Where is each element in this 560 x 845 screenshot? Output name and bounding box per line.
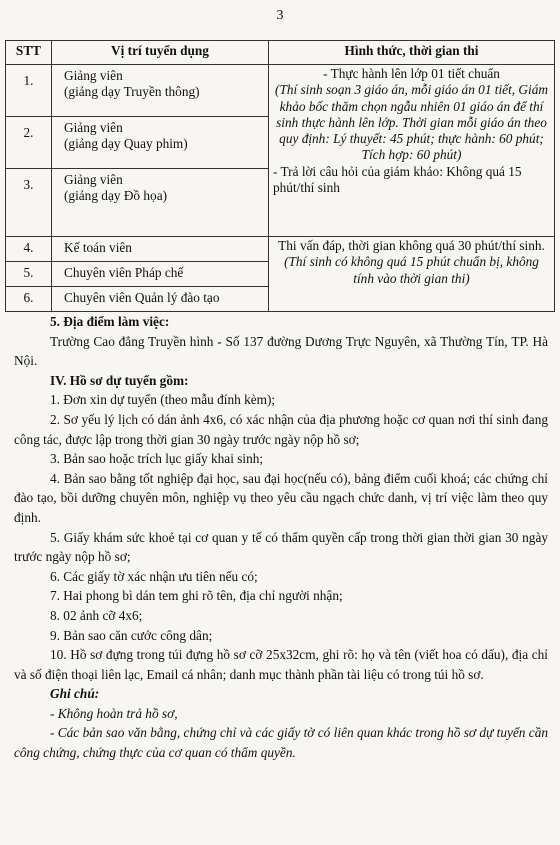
header-stt: STT — [6, 41, 52, 65]
position-subtitle: (giảng dạy Quay phim) — [64, 136, 188, 152]
doc-item-10: 10. Hồ sơ đựng trong túi đựng hồ sơ cỡ 25x32cm, ghi rõ: họ và tên (viết hoa có dấu), địa chỉ và số điện thoại liên lạc, Email cá nhân; danh mục thành phần tài liệu có trong túi hồ sơ. — [14, 647, 548, 682]
row-stt: 1. — [6, 65, 52, 117]
exam-form-practice-note: (Thí sinh soạn 3 giáo án, mỗi giáo án 01 tiết, Giám khảo bốc thăm chọn ngẫu nhiên 01 giáo án để thí sinh thực hành lên lớp. Thời gian mỗi giáo án theo quy định: Lý thuyết: 45 phút; thực hành: 60 phút; Tích hợp: 60 phút) — [275, 82, 548, 163]
exam-form-oral: Thi vấn đáp, thời gian không quá 30 phút/thí sinh. — [278, 238, 545, 253]
doc-item-4: 4. Bản sao bằng tốt nghiệp đại học, sau đại học(nếu có), bảng điểm cuối khoá; các chứng chỉ đào tạo, bồi dưỡng chuyên môn, nghiệp vụ theo yêu cầu ngạch chức danh, vị trí việc làm theo quy định. — [14, 470, 548, 525]
row-position — [52, 237, 269, 262]
position-title: Giảng viên — [64, 120, 123, 135]
document-body — [14, 312, 548, 763]
exam-form-practice: - Thực hành lên lớp 01 tiết chuẩn — [323, 66, 500, 81]
exam-form-specialists — [269, 237, 555, 312]
row-position — [52, 287, 269, 312]
section-iv-heading: IV. Hồ sơ dự tuyển gồm: — [50, 372, 189, 388]
row-stt: 3. — [6, 169, 52, 237]
section-5-heading: 5. Địa điểm làm việc: — [50, 314, 170, 329]
page-number: 3 — [276, 8, 284, 23]
position-title: Chuyên viên Pháp chế — [64, 265, 184, 280]
exam-form-lecturers — [269, 65, 555, 237]
doc-item-5: 5. Giấy khám sức khoẻ tại cơ quan y tế có thẩm quyền cấp trong thời gian thời gian 30 ngày trước ngày nộp hồ sơ; — [14, 529, 548, 565]
row-position — [52, 117, 269, 169]
position-title: Chuyên viên Quản lý đào tạo — [64, 290, 220, 305]
doc-item-7: 7. Hai phong bì dán tem ghi rõ tên, địa chỉ người nhận; — [50, 588, 343, 604]
position-title: Kế toán viên — [64, 240, 132, 255]
row-position — [52, 65, 269, 117]
header-position: Vị trí tuyển dụng — [52, 41, 269, 65]
workplace-address: Trường Cao đẳng Truyền hình - Số 137 đường Dương Trực Nguyên, xã Thường Tín, TP. Hà Nội. — [14, 333, 548, 369]
position-subtitle: (giảng dạy Truyền thông) — [64, 84, 200, 100]
row-stt: 6. — [6, 287, 52, 312]
doc-item-2: 2. Sơ yếu lý lịch có dán ảnh 4x6, có xác nhận của địa phương hoặc cơ quan nơi thí sinh đang công tác, được lập trong thời gian 30 ngày trước ngày nộp hồ sơ; — [14, 411, 548, 447]
exam-form-oral-note: (Thí sinh có không quá 15 phút chuẩn bị, không tính vào thời gian thi) — [284, 254, 539, 286]
note-item-1: - Không hoàn trả hồ sơ, — [50, 705, 178, 721]
position-title: Giảng viên — [64, 172, 123, 187]
recruitment-table — [5, 40, 555, 312]
doc-item-8: 8. 02 ảnh cỡ 4x6; — [50, 607, 143, 623]
note-heading: Ghi chú: — [50, 686, 100, 702]
row-stt: 5. — [6, 262, 52, 287]
doc-item-3: 3. Bản sao hoặc trích lục giấy khai sinh; — [50, 451, 264, 467]
position-title: Giảng viên — [64, 68, 123, 83]
row-position — [52, 169, 269, 237]
table-header-row — [6, 41, 555, 65]
row-position — [52, 262, 269, 287]
row-stt: 4. — [6, 237, 52, 262]
header-exam-form: Hình thức, thời gian thi — [269, 41, 555, 65]
exam-form-qa: - Trả lời câu hỏi của giám khảo: Không quá 15 phút/thí sinh — [273, 163, 522, 196]
note-item-2: - Các bản sao văn bằng, chứng chỉ và các giấy tờ có liên quan khác trong hồ sơ dự tuyển cần công chứng, chứng thực của cơ quan có thẩm quyền. — [14, 725, 548, 761]
doc-item-1: 1. Đơn xin dự tuyển (theo mẫu đính kèm); — [50, 392, 276, 408]
doc-item-9: 9. Bản sao căn cước công dân; — [50, 627, 213, 643]
doc-item-6: 6. Các giấy tờ xác nhận ưu tiên nếu có; — [50, 568, 258, 584]
row-stt: 2. — [6, 117, 52, 169]
table-row — [6, 237, 555, 262]
position-subtitle: (giảng dạy Đồ họa) — [64, 188, 168, 204]
table-row — [6, 65, 555, 117]
